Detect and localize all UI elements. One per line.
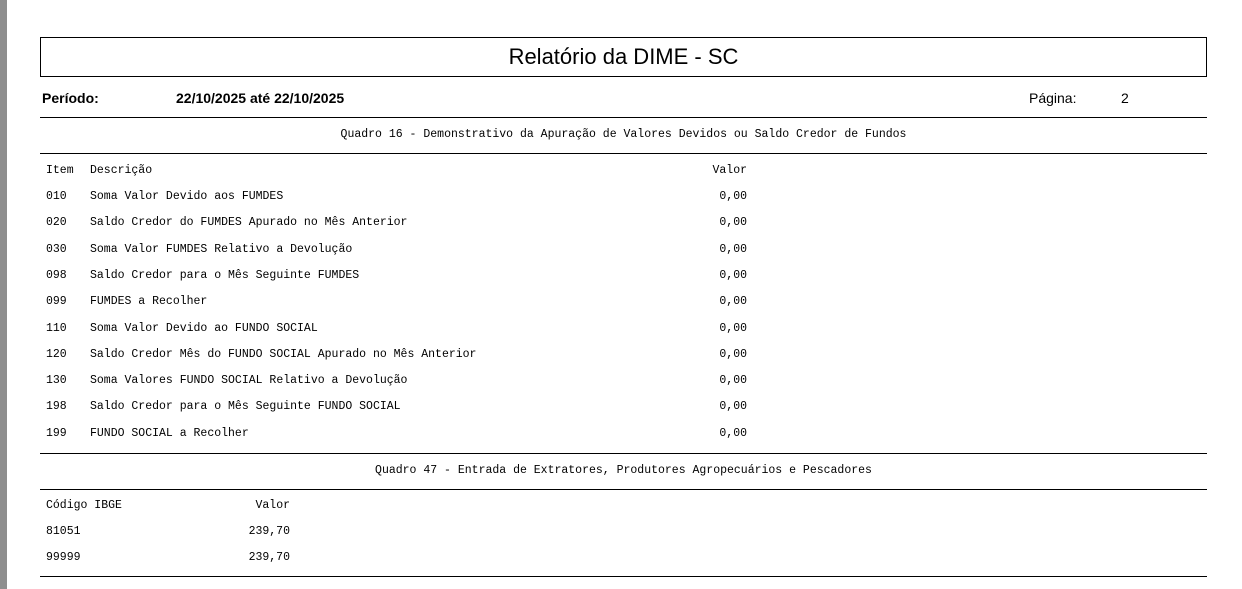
row-item: 130 (46, 374, 67, 388)
table-row (0, 190, 1242, 216)
divider (40, 489, 1207, 490)
table-row (0, 295, 1242, 321)
row-descricao: Saldo Credor Mês do FUNDO SOCIAL Apurado no Mês Anterior (90, 347, 477, 361)
quadro47-header-row (0, 499, 1242, 525)
row-item: 030 (46, 242, 67, 256)
report-title: Relatório da DIME - SC (508, 44, 739, 69)
row-descricao: Soma Valor FUMDES Relativo a Devolução (90, 242, 353, 256)
header-descricao: Descrição (90, 164, 153, 177)
row-descricao: Saldo Credor do FUMDES Apurado no Mês Anterior (90, 216, 408, 230)
table-row (0, 243, 1242, 269)
table-row (0, 427, 1242, 453)
table-row (0, 551, 1242, 577)
row-valor: 0,00 (719, 190, 747, 203)
row-item: 199 (46, 426, 67, 440)
row-valor: 0,00 (719, 268, 747, 282)
table-row (0, 348, 1242, 374)
header-valor: Valor (712, 164, 747, 177)
periodo-label: Período: (42, 90, 99, 106)
divider (40, 153, 1207, 154)
header-valor: Valor (255, 499, 290, 512)
row-descricao: Soma Valor Devido ao FUNDO SOCIAL (90, 321, 318, 335)
pagina-label: Página: (1029, 90, 1077, 106)
divider (40, 453, 1207, 454)
row-item: 020 (46, 216, 67, 230)
table-row (0, 322, 1242, 348)
row-descricao: FUNDO SOCIAL a Recolher (90, 426, 249, 440)
periodo-value: 22/10/2025 até 22/10/2025 (176, 90, 345, 106)
row-valor: 0,00 (719, 347, 747, 361)
table-row (0, 269, 1242, 295)
quadro16-header-row (0, 164, 1242, 190)
quadro47-title: Quadro 47 - Entrada de Extratores, Produtores Agropecuários e Pescadores (375, 464, 872, 477)
row-valor: 0,00 (719, 426, 747, 440)
row-valor: 0,00 (719, 374, 747, 388)
row-valor: 0,00 (719, 400, 747, 414)
row-valor: 0,00 (719, 242, 747, 256)
row-valor: 0,00 (719, 216, 747, 230)
row-item: 198 (46, 400, 67, 414)
divider (40, 117, 1207, 118)
pagina-value: 2 (1121, 90, 1129, 106)
row-descricao: Saldo Credor para o Mês Seguinte FUNDO SOCIAL (90, 400, 401, 414)
header-item: Item (46, 164, 74, 177)
row-descricao: FUMDES a Recolher (90, 295, 208, 309)
report-title-box (40, 37, 1207, 77)
row-item: 099 (46, 295, 67, 309)
table-row (0, 525, 1242, 551)
divider (40, 576, 1207, 577)
row-valor: 0,00 (719, 295, 747, 309)
row-codigo: 81051 (46, 525, 81, 538)
row-descricao: Saldo Credor para o Mês Seguinte FUMDES (90, 268, 360, 282)
table-row (0, 374, 1242, 400)
row-valor: 239,70 (248, 525, 290, 538)
row-item: 120 (46, 347, 67, 361)
header-codigo: Código IBGE (46, 499, 122, 512)
row-valor: 239,70 (248, 551, 290, 564)
row-descricao: Soma Valores FUNDO SOCIAL Relativo a Devolução (90, 374, 408, 388)
row-item: 010 (46, 190, 67, 203)
row-valor: 0,00 (719, 321, 747, 335)
quadro16-title: Quadro 16 - Demonstrativo da Apuração de Valores Devidos ou Saldo Credor de Fundos (340, 128, 907, 141)
row-descricao: Soma Valor Devido aos FUMDES (90, 190, 284, 203)
table-row (0, 400, 1242, 426)
row-item: 098 (46, 268, 67, 282)
table-row (0, 216, 1242, 242)
row-item: 110 (46, 321, 67, 335)
row-codigo: 99999 (46, 551, 81, 564)
